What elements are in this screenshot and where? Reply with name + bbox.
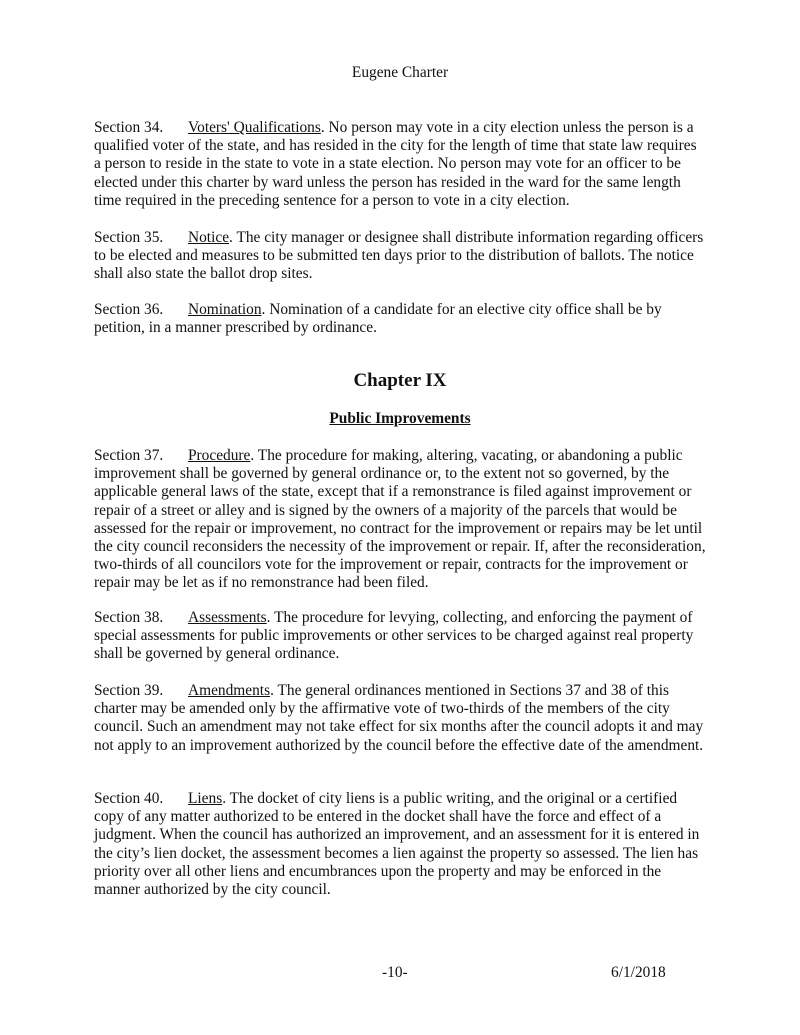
section-number: Section 39. xyxy=(94,682,164,699)
section-38 xyxy=(94,609,706,664)
section-number: Section 40. xyxy=(94,790,164,807)
page-date: 6/1/2018 xyxy=(611,964,666,981)
section-title: Assessments xyxy=(188,609,267,626)
section-34 xyxy=(94,119,706,210)
section-number: Section 38. xyxy=(94,609,164,626)
section-number: Section 35. xyxy=(94,229,164,246)
chapter-subtitle: Public Improvements xyxy=(329,410,471,427)
section-body: . The procedure for making, altering, vacating, or abandoning a public improvement shall be governed by general ordinance or, to the extent not so governed, by the applicable general laws of the state, except that if a remonstrance is filed against improvement or repair of a street or alley and is signed by the owners of a majority of the parcels that would be assessed for the repair or improvement, no contract for the improvement or repairs may be let until the city council reconsiders the necessity of the improvement or repair. If, after the reconsideration, two-thirds of all councilors vote for the improvement or repair, contracts for the improvement or repair may be let as if no remonstrance had been filed. xyxy=(94,447,706,592)
chapter-title: Chapter IX xyxy=(353,370,447,391)
section-37 xyxy=(94,447,706,593)
section-body: . The general ordinances mentioned in Sections 37 and 38 of this charter may be amended only by the affirmative vote of two-thirds of the members of the city council. Such an amendment may not take effect for six months after the council adopts it and may not apply to an improvement authorized by the council before the effective date of the amendment. xyxy=(94,682,704,754)
section-36 xyxy=(94,301,706,337)
section-title: Notice xyxy=(188,229,230,246)
section-title: Nomination xyxy=(188,301,262,318)
section-number: Section 36. xyxy=(94,301,164,318)
section-title: Procedure xyxy=(188,447,251,464)
section-body: . The docket of city liens is a public writing, and the original or a certified copy of any matter authorized to be entered in the docket shall have the force and effect of a judgment. When the council has authorized an improvement, and an assessment for it is entered in the city’s lien docket, the assessment becomes a lien against the property so assessed. The lien has priority over all other liens and encumbrances upon the property and may be enforced in the manner authorized by the city council. xyxy=(94,790,700,899)
section-title: Voters' Qualifications xyxy=(188,119,321,136)
page-header: Eugene Charter xyxy=(351,64,449,81)
section-title: Amendments xyxy=(188,682,271,699)
section-body: . Nomination of a candidate for an elective city office shall be by petition, in a manner prescribed by ordinance. xyxy=(94,301,662,337)
section-40 xyxy=(94,790,706,899)
section-number: Section 37. xyxy=(94,447,164,464)
section-number: Section 34. xyxy=(94,119,164,136)
section-39 xyxy=(94,682,706,755)
section-body: . No person may vote in a city election unless the person is a qualified voter of the state, and has resided in the city for the length of time that state law requires a person to reside in the state to vote in a state election. No person may vote for an officer to be elected under this charter by ward unless the person has resided in the ward for the same length time required in the preceding sentence for a person to vote in a city election. xyxy=(94,119,697,209)
page-number: -10- xyxy=(382,964,408,981)
section-body: . The city manager or designee shall distribute information regarding officers to be elected and measures to be submitted ten days prior to the distribution of ballots. The notice shall also state the ballot drop sites. xyxy=(94,229,704,283)
section-35 xyxy=(94,229,706,284)
section-title: Liens xyxy=(188,790,223,807)
section-body: . The procedure for levying, collecting, and enforcing the payment of special assessments for public improvements or other services to be charged against real property shall be governed by general ordinance. xyxy=(94,609,694,663)
